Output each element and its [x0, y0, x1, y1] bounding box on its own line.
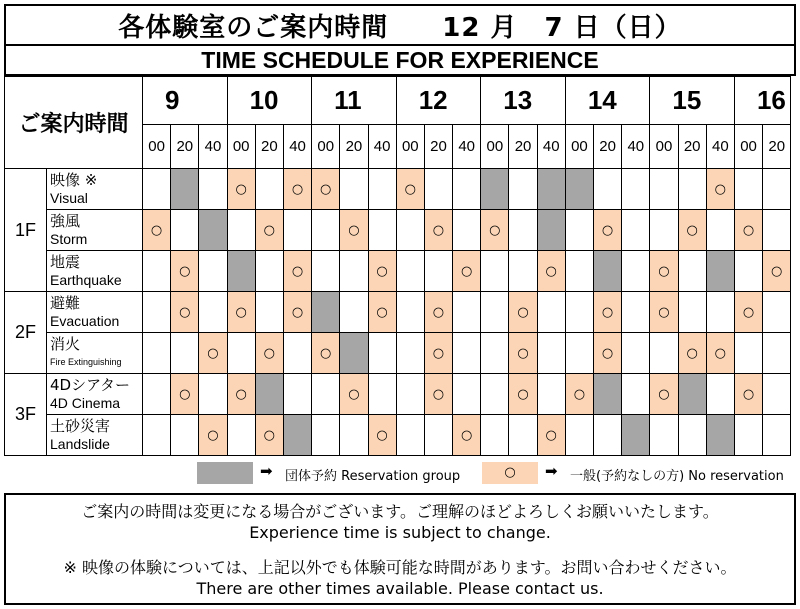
slot-empty	[453, 333, 481, 374]
slot-group-reservation	[594, 251, 622, 292]
slot-general: ○	[650, 251, 678, 292]
slot-empty	[312, 210, 340, 251]
slot-empty	[283, 374, 311, 415]
minute-header: 00	[734, 125, 762, 169]
room-name-en: Storm	[50, 231, 88, 247]
hour-header-14: 14	[565, 77, 650, 125]
minute-header: 40	[199, 125, 227, 169]
slot-group-reservation	[312, 292, 340, 333]
slot-general: ○	[424, 333, 452, 374]
slot-group-reservation	[678, 374, 706, 415]
legend-group-swatch	[197, 462, 253, 484]
slot-empty	[622, 292, 650, 333]
room-name-jp: 映像 ※	[50, 171, 98, 189]
title-bar	[4, 4, 796, 44]
slot-empty	[312, 374, 340, 415]
slot-empty	[171, 333, 199, 374]
room-name-jp: 避難	[50, 294, 81, 312]
notice-line-1: ご案内の時間は変更になる場合がございます。ご理解のほどよろしくお願いいたします。	[81, 502, 719, 521]
minute-header: 20	[594, 125, 622, 169]
slot-group-reservation	[227, 251, 255, 292]
slot-empty	[396, 374, 424, 415]
slot-general: ○	[255, 415, 283, 456]
minute-header: 20	[255, 125, 283, 169]
slot-empty	[509, 415, 537, 456]
hour-header-12: 12	[396, 77, 481, 125]
slot-group-reservation	[199, 210, 227, 251]
slot-empty	[368, 210, 396, 251]
slot-empty	[453, 210, 481, 251]
slot-empty	[481, 333, 509, 374]
slot-general: ○	[594, 333, 622, 374]
slot-general: ○	[255, 333, 283, 374]
slot-empty	[678, 251, 706, 292]
slot-empty	[424, 415, 452, 456]
slot-empty	[255, 292, 283, 333]
slot-general: ○	[763, 251, 791, 292]
slot-general: ○	[594, 210, 622, 251]
minute-header: 20	[509, 125, 537, 169]
minute-header: 40	[368, 125, 396, 169]
slot-empty	[481, 374, 509, 415]
slot-empty	[340, 415, 368, 456]
slot-group-reservation	[481, 169, 509, 210]
slot-general: ○	[453, 415, 481, 456]
minute-header: 00	[650, 125, 678, 169]
slot-general: ○	[537, 251, 565, 292]
slot-group-reservation	[340, 333, 368, 374]
slot-empty	[396, 333, 424, 374]
slot-group-reservation	[706, 415, 734, 456]
slot-empty	[312, 415, 340, 456]
hour-header-16: 16	[734, 77, 790, 125]
slot-empty	[396, 251, 424, 292]
minute-header: 00	[143, 125, 171, 169]
slot-empty	[199, 169, 227, 210]
slot-empty	[763, 292, 791, 333]
minute-header: 00	[396, 125, 424, 169]
slot-general: ○	[283, 169, 311, 210]
slot-general: ○	[509, 292, 537, 333]
minute-header: 40	[706, 125, 734, 169]
slot-empty	[453, 169, 481, 210]
slot-general: ○	[227, 169, 255, 210]
slot-empty	[678, 292, 706, 333]
slot-empty	[199, 374, 227, 415]
slot-general: ○	[368, 415, 396, 456]
slot-empty	[143, 292, 171, 333]
slot-general: ○	[368, 292, 396, 333]
room-label	[47, 415, 143, 456]
slot-general: ○	[424, 210, 452, 251]
room-name-en: Earthquake	[50, 272, 122, 288]
slot-empty	[255, 169, 283, 210]
room-name-jp: 消火	[50, 335, 81, 353]
slot-empty	[678, 415, 706, 456]
notice-line-4: There are other times available. Please contact us.	[196, 579, 604, 598]
slot-empty	[509, 210, 537, 251]
slot-empty	[565, 251, 593, 292]
room-name-jp: 4Dシアター	[50, 376, 131, 394]
room-name-en: Fire Extinguishing	[50, 357, 122, 367]
minute-header: 40	[283, 125, 311, 169]
slot-general: ○	[706, 333, 734, 374]
slot-general: ○	[650, 374, 678, 415]
slot-empty	[678, 169, 706, 210]
slot-general: ○	[227, 292, 255, 333]
slot-general: ○	[396, 169, 424, 210]
slot-empty	[340, 292, 368, 333]
room-label	[47, 210, 143, 251]
minute-header: 20	[171, 125, 199, 169]
slot-general: ○	[340, 374, 368, 415]
floor-label: 1F	[5, 169, 47, 292]
minute-header: 00	[481, 125, 509, 169]
slot-empty	[396, 292, 424, 333]
floor-label: 2F	[5, 292, 47, 374]
slot-general: ○	[255, 210, 283, 251]
room-label	[47, 169, 143, 210]
slot-general: ○	[706, 169, 734, 210]
slot-empty	[453, 292, 481, 333]
minute-header: 00	[312, 125, 340, 169]
slot-empty	[143, 374, 171, 415]
minute-header: 20	[678, 125, 706, 169]
legend-group-label: 団体予約 Reservation group	[285, 469, 461, 484]
slot-empty	[481, 415, 509, 456]
slot-general: ○	[481, 210, 509, 251]
slot-empty	[650, 333, 678, 374]
slot-empty	[227, 415, 255, 456]
room-name-jp: 土砂災害	[50, 417, 111, 435]
slot-empty	[763, 333, 791, 374]
slot-general: ○	[734, 374, 762, 415]
slot-empty	[509, 169, 537, 210]
slot-general: ○	[594, 292, 622, 333]
slot-empty	[424, 251, 452, 292]
minute-header: 00	[565, 125, 593, 169]
slot-empty	[565, 333, 593, 374]
slot-empty	[340, 251, 368, 292]
slot-empty	[283, 210, 311, 251]
slot-general: ○	[283, 251, 311, 292]
slot-empty	[763, 415, 791, 456]
slot-empty	[509, 251, 537, 292]
slot-general: ○	[424, 292, 452, 333]
slot-general: ○	[340, 210, 368, 251]
slot-empty	[565, 210, 593, 251]
notice-box	[4, 493, 796, 605]
floor-label: 3F	[5, 374, 47, 456]
legend-general-label: 一般(予約なしの方) No reservation	[570, 469, 784, 484]
slot-empty	[622, 333, 650, 374]
slot-general: ○	[424, 374, 452, 415]
room-name-en: Evacuation	[50, 313, 120, 329]
subtitle-bar	[4, 44, 796, 76]
room-label	[47, 374, 143, 415]
room-name-jp: 地震	[50, 253, 81, 271]
slot-empty	[537, 333, 565, 374]
slot-empty	[734, 333, 762, 374]
slot-empty	[481, 292, 509, 333]
slot-empty	[622, 251, 650, 292]
slot-empty	[622, 374, 650, 415]
slot-general: ○	[199, 415, 227, 456]
legend-general-arrow-icon: ➡	[545, 462, 558, 480]
slot-general: ○	[312, 333, 340, 374]
minute-header: 40	[537, 125, 565, 169]
hour-header-11: 11	[312, 77, 397, 125]
slot-general: ○	[171, 292, 199, 333]
slot-empty	[143, 169, 171, 210]
slot-empty	[227, 333, 255, 374]
schedule-table	[4, 76, 791, 456]
legend-group-arrow-icon: ➡	[260, 462, 273, 480]
slot-general: ○	[678, 333, 706, 374]
slot-empty	[143, 333, 171, 374]
slot-empty	[255, 251, 283, 292]
slot-group-reservation	[594, 374, 622, 415]
minute-header: 20	[763, 125, 791, 169]
page-subtitle: TIME SCHEDULE FOR EXPERIENCE	[201, 46, 599, 73]
slot-group-reservation	[255, 374, 283, 415]
slot-group-reservation	[706, 251, 734, 292]
slot-empty	[283, 333, 311, 374]
room-name-jp: 強風	[50, 212, 81, 230]
slot-empty	[734, 251, 762, 292]
slot-empty	[481, 251, 509, 292]
slot-group-reservation	[565, 169, 593, 210]
slot-general: ○	[368, 251, 396, 292]
slot-empty	[565, 415, 593, 456]
slot-empty	[312, 251, 340, 292]
slot-general: ○	[734, 292, 762, 333]
slot-empty	[565, 292, 593, 333]
slot-general: ○	[227, 374, 255, 415]
slot-general: ○	[283, 292, 311, 333]
slot-empty	[734, 169, 762, 210]
slot-empty	[171, 415, 199, 456]
slot-empty	[143, 251, 171, 292]
minute-header: 20	[424, 125, 452, 169]
room-label	[47, 251, 143, 292]
page-title: 各体験室のご案内時間 12 月 7 日（日）	[118, 12, 682, 43]
room-label	[47, 292, 143, 333]
slot-general: ○	[734, 210, 762, 251]
room-name-en: Visual	[50, 190, 88, 206]
slot-general: ○	[537, 415, 565, 456]
slot-group-reservation	[537, 210, 565, 251]
slot-empty	[734, 415, 762, 456]
slot-empty	[368, 333, 396, 374]
slot-general: ○	[509, 333, 537, 374]
slot-empty	[171, 210, 199, 251]
slot-empty	[143, 415, 171, 456]
slot-group-reservation	[171, 169, 199, 210]
room-name-en: 4D Cinema	[50, 395, 121, 411]
slot-empty	[424, 169, 452, 210]
slot-general: ○	[199, 333, 227, 374]
slot-empty	[763, 374, 791, 415]
slot-empty	[340, 169, 368, 210]
slot-empty	[650, 415, 678, 456]
hour-header-10: 10	[227, 77, 312, 125]
slot-empty	[650, 210, 678, 251]
slot-empty	[594, 415, 622, 456]
slot-general: ○	[453, 251, 481, 292]
slot-group-reservation	[622, 415, 650, 456]
slot-general: ○	[509, 374, 537, 415]
slot-group-reservation	[537, 169, 565, 210]
legend-general-swatch: ○	[482, 462, 538, 484]
slot-empty	[199, 251, 227, 292]
slot-general: ○	[650, 292, 678, 333]
slot-general: ○	[312, 169, 340, 210]
notice-line-3: ※ 映像の体験については、上記以外でも体験可能な時間があります。お問い合わせください。	[63, 558, 737, 577]
slot-general: ○	[565, 374, 593, 415]
slot-empty	[706, 292, 734, 333]
minute-header: 00	[227, 125, 255, 169]
slot-empty	[537, 292, 565, 333]
slot-empty	[763, 169, 791, 210]
slot-general: ○	[678, 210, 706, 251]
slot-empty	[396, 210, 424, 251]
slot-empty	[453, 374, 481, 415]
hour-header-9: 9	[143, 77, 228, 125]
slot-empty	[622, 169, 650, 210]
notice-line-2: Experience time is subject to change.	[249, 523, 551, 542]
slot-general: ○	[143, 210, 171, 251]
slot-empty	[706, 374, 734, 415]
minute-header: 40	[453, 125, 481, 169]
slot-empty	[622, 210, 650, 251]
slot-empty	[537, 374, 565, 415]
slot-general: ○	[171, 251, 199, 292]
slot-empty	[396, 415, 424, 456]
slot-empty	[199, 292, 227, 333]
slot-empty	[706, 210, 734, 251]
slot-empty	[368, 374, 396, 415]
slot-group-reservation	[283, 415, 311, 456]
room-label	[47, 333, 143, 374]
slot-empty	[227, 210, 255, 251]
hour-header-15: 15	[650, 77, 735, 125]
corner-label: ご案内時間	[5, 77, 143, 169]
room-name-en: Landslide	[50, 436, 110, 452]
minute-header: 40	[622, 125, 650, 169]
slot-general: ○	[171, 374, 199, 415]
hour-header-13: 13	[481, 77, 566, 125]
slot-empty	[763, 210, 791, 251]
slot-empty	[594, 169, 622, 210]
minute-header: 20	[340, 125, 368, 169]
slot-empty	[650, 169, 678, 210]
slot-empty	[368, 169, 396, 210]
